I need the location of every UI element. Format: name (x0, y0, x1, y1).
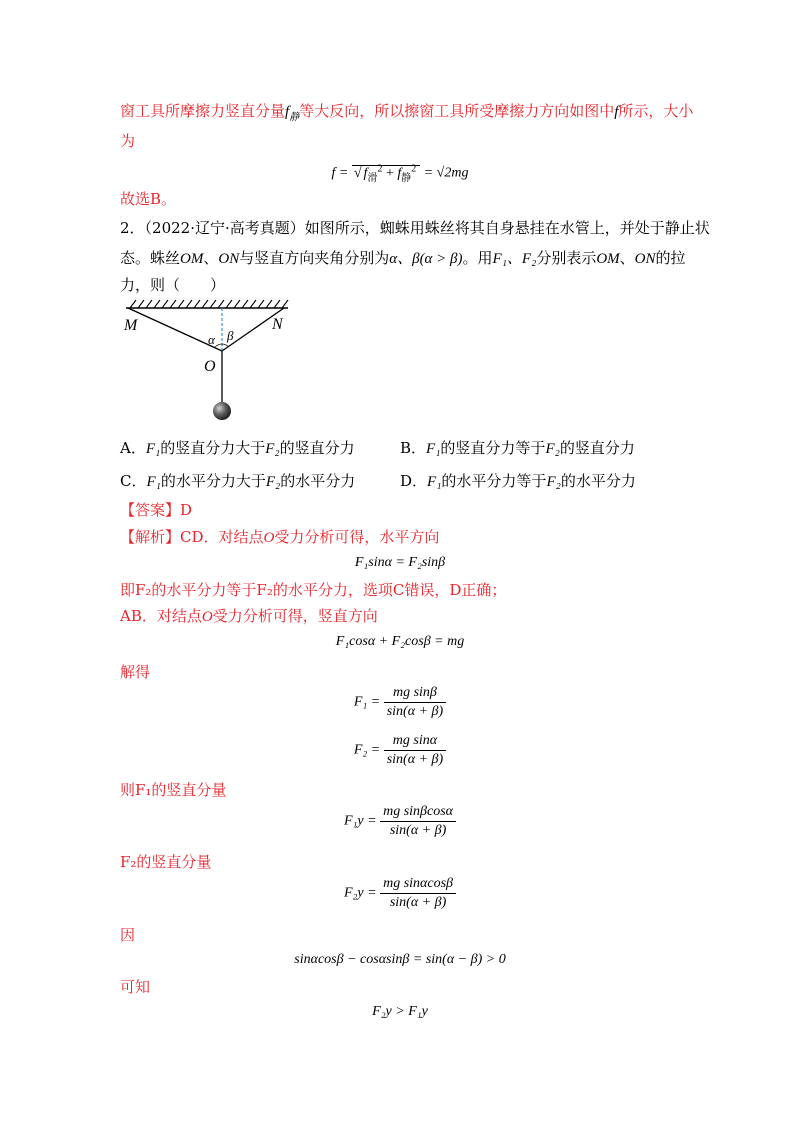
analysis-yin: 因 (120, 926, 136, 944)
question-line-3: 力，则（ ） (120, 276, 226, 294)
option-a[interactable]: A．F₁的竖直分力大于F₂的竖直分力 (120, 439, 355, 457)
question-line-2: 态。蛛丝OM、ON与竖直方向夹角分别为α、β(α > β)。用F₁、F₂分别表示OM、ON的拉 (120, 249, 686, 267)
question-number: 2． (120, 219, 145, 237)
question-text-1: 如图所示，蜘蛛用蛛丝将其自身悬挂在水管上，并处于静止状 (304, 219, 710, 237)
eq-f2: F₂ = $\frac{\text{mg sinα}}{\sin(\alpha + \beta)}$ (0, 732, 800, 769)
option-c[interactable]: C．F₁的水平分力大于F₂的水平分力 (120, 472, 356, 490)
spider-diagram (118, 296, 293, 426)
prev-text-b: 等大反向，所以擦窗工具所受摩擦力方向如图中 (299, 102, 615, 120)
option-d[interactable]: D．F₁的水平分力等于F₂的水平分力 (400, 472, 636, 490)
eq-horizontal: F₁sinα = F₂sinβ (354, 555, 446, 570)
eq-vertical: F₁cosα + F₂cosβ = mg (335, 634, 465, 649)
label-o: O (204, 358, 216, 375)
analysis-f2y-label: F₂的竖直分量 (120, 853, 212, 871)
question-source: （2022·辽宁·高考真题） (144, 219, 305, 237)
analysis-line-ji: 即F₂的水平分力等于F₂的水平分力，选项C错误，D正确； (120, 581, 507, 599)
analysis-kezhi: 可知 (120, 978, 151, 996)
answer-label: 【答案】 (120, 501, 181, 519)
answer-line (120, 500, 192, 520)
prev-text-c: 所示，大小 (618, 102, 694, 120)
label-n: N (272, 316, 283, 333)
label-alpha: α (208, 332, 215, 347)
f-symbol: f (614, 104, 619, 120)
prev-text-a: 窗工具所摩擦力竖直分量 (120, 102, 286, 120)
prev-line-2: 为 (120, 132, 136, 150)
prev-line-1 (120, 101, 693, 128)
f-jing-symbol: $f_静$ (285, 104, 300, 123)
label-beta: β (227, 328, 234, 343)
label-m: M (124, 317, 138, 334)
analysis-line-ab: AB．对结点O受力分析可得，竖直方向 (120, 607, 378, 625)
eq-conclusion: F₂y > F₁y (372, 1004, 428, 1019)
eq-f2y: F₂y = $\frac{\text{mg sinαcosβ}}{\sin(\alpha + \beta)}$ (0, 875, 800, 912)
eq-f1y: F₁y = $\frac{\text{mg sinβcosα}}{\sin(\alpha + \beta)}$ (0, 803, 800, 840)
answer-value: D (180, 501, 193, 519)
pipe-hatch (130, 300, 288, 308)
eq-diff: sinαcosβ − cosαsinβ = sin(α − β) > 0 (294, 952, 506, 967)
eq-f1: F₁ = $\frac{\text{mg sinβ}}{\sin(\alpha + \beta)}$ (0, 684, 800, 721)
prev-choose: 故选B。 (120, 190, 177, 208)
prev-formula: f = √ $f_滑^2 + f_静^2 = √2mg$ (331, 163, 469, 184)
analysis-ze: 则F₁的竖直分量 (120, 781, 227, 799)
analysis-line-1: 【解析】CD．对结点O受力分析可得，水平方向 (120, 528, 440, 546)
question-line-1 (120, 218, 710, 238)
analysis-jiede: 解得 (120, 663, 151, 681)
spider-ball (213, 402, 231, 420)
option-b[interactable]: B．F₁的竖直分力等于F₂的竖直分力 (400, 439, 635, 457)
